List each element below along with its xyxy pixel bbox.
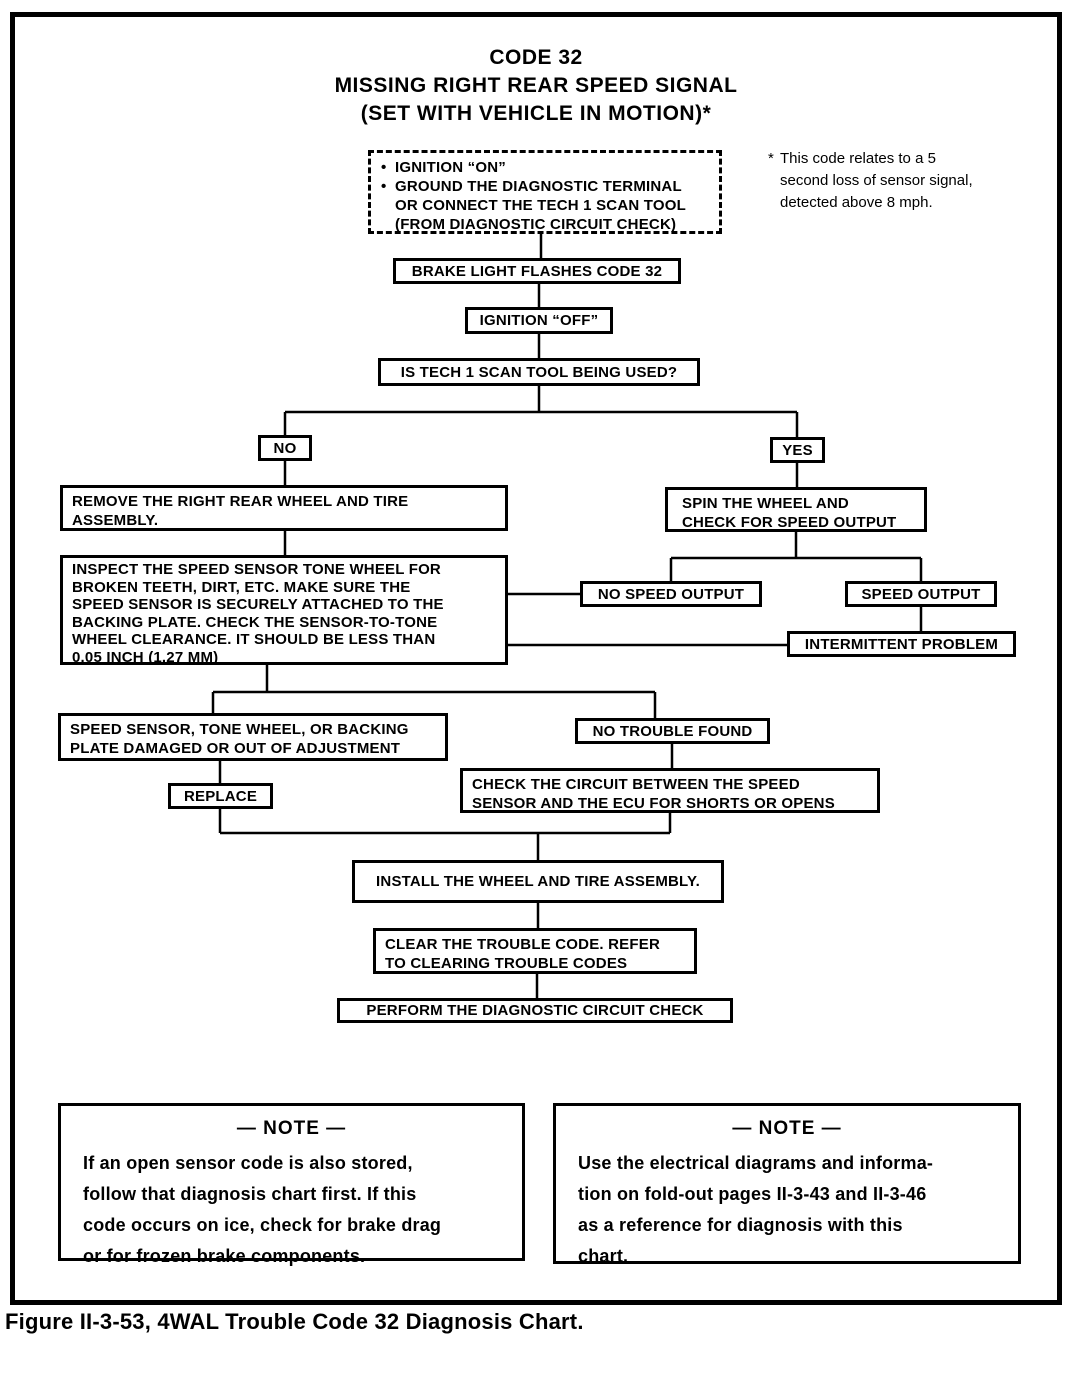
start-item-ignition-on-text: IGNITION “ON” <box>395 159 506 176</box>
start-item-ignition-on <box>381 158 711 177</box>
node-spin-wheel <box>665 487 927 532</box>
node-perform-diagnostic-check: PERFORM THE DIAGNOSTIC CIRCUIT CHECK <box>337 998 733 1023</box>
page-title <box>0 44 1072 128</box>
note-box-right <box>553 1103 1021 1264</box>
bullet-icon: • <box>381 159 387 176</box>
node-spin-wheel-text: SPIN THE WHEEL AND CHECK FOR SPEED OUTPUT <box>682 495 897 531</box>
node-install-wheel: INSTALL THE WHEEL AND TIRE ASSEMBLY. <box>352 860 724 903</box>
node-remove-wheel-text: REMOVE THE RIGHT REAR WHEEL AND TIRE ASSEMBLY. <box>72 493 409 529</box>
node-clear-code <box>373 928 697 974</box>
node-sensor-damaged <box>58 713 448 761</box>
node-check-circuit <box>460 768 880 813</box>
note-left-title: — NOTE — <box>236 1118 347 1139</box>
bullet-icon: • <box>381 178 387 195</box>
node-clear-code-text: CLEAR THE TROUBLE CODE. REFER TO CLEARING TROUBLE CODES <box>385 936 660 972</box>
start-item-ground-terminal <box>381 177 711 234</box>
node-brake-light-flashes: BRAKE LIGHT FLASHES CODE 32 <box>393 258 681 284</box>
footnote-asterisk: * <box>768 150 774 167</box>
node-no-trouble-found: NO TROUBLE FOUND <box>575 718 770 744</box>
node-branch-yes: YES <box>770 437 825 463</box>
title-line-code: CODE 32 <box>489 46 583 69</box>
title-line-condition: (SET WITH VEHICLE IN MOTION)* <box>360 102 712 125</box>
node-scan-tool-question: IS TECH 1 SCAN TOOL BEING USED? <box>378 358 700 386</box>
node-ignition-off: IGNITION “OFF” <box>465 307 613 334</box>
node-speed-output: SPEED OUTPUT <box>845 581 997 607</box>
note-right-title: — NOTE — <box>732 1118 842 1139</box>
node-inspect-tone-wheel <box>60 555 508 665</box>
node-branch-no: NO <box>258 435 312 461</box>
note-left-body: If an open sensor code is also stored, follow that diagnosis chart first. If this code occurs on ice, check for brake drag or for frozen brake components. <box>83 1153 442 1266</box>
node-no-speed-output: NO SPEED OUTPUT <box>580 581 762 607</box>
note-right-body: Use the electrical diagrams and informa- tion on fold-out pages II-3-43 and II-3-46 as a reference for diagnosis with this chart. <box>578 1153 934 1266</box>
title-line-name: MISSING RIGHT REAR SPEED SIGNAL <box>334 74 738 97</box>
node-inspect-tone-wheel-text: INSPECT THE SPEED SENSOR TONE WHEEL FOR BROKEN TEETH, DIRT, ETC. MAKE SURE THE SPEED SENSOR IS SECURELY ATTACHED TO THE BACKING PLATE. CHECK THE SENSOR-TO-TONE WHEEL CLEARANCE. IT SHOULD BE LESS THAN 0.05 INCH (1.27 MM) <box>72 561 444 666</box>
start-item-ground-terminal-text: GROUND THE DIAGNOSTIC TERMINAL OR CONNECT THE TECH 1 SCAN TOOL (FROM DIAGNOSTIC CIRCUIT CHECK) <box>395 178 686 233</box>
note-box-left <box>58 1103 525 1266</box>
node-check-circuit-text: CHECK THE CIRCUIT BETWEEN THE SPEED SENSOR AND THE ECU FOR SHORTS OR OPENS <box>472 776 835 812</box>
node-intermittent-problem: INTERMITTENT PROBLEM <box>787 631 1016 657</box>
footnote-lines: This code relates to a 5 second loss of sensor signal, detected above 8 mph. <box>780 150 973 211</box>
footnote-text <box>768 148 988 214</box>
node-sensor-damaged-text: SPEED SENSOR, TONE WHEEL, OR BACKING PLATE DAMAGED OR OUT OF ADJUSTMENT <box>70 721 409 757</box>
node-start-conditions <box>368 150 722 234</box>
node-remove-wheel <box>60 485 508 531</box>
node-replace: REPLACE <box>168 783 273 809</box>
figure-caption: Figure II-3-53, 4WAL Trouble Code 32 Diagnosis Chart. <box>5 1309 584 1334</box>
